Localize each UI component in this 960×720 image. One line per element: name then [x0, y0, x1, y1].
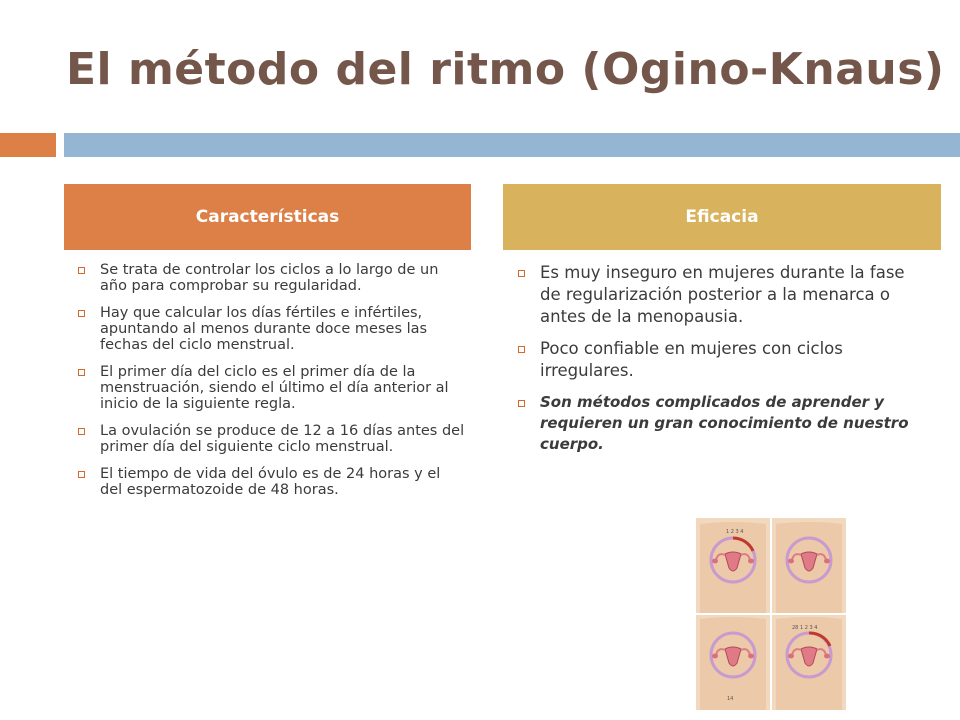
square-bullet-icon — [78, 310, 85, 317]
panel-label: 28 1 2 3 4 — [792, 625, 818, 631]
header-caracteristicas: Características — [64, 184, 471, 250]
square-bullet-icon — [78, 471, 85, 478]
list-item-text: El primer día del ciclo es el primer día de la menstruación, siendo el último el día anterior al inicio de la siguiente regla. — [100, 364, 449, 412]
accent-bar-orange — [0, 133, 56, 157]
list-item — [66, 262, 466, 294]
header-eficacia: Eficacia — [503, 184, 941, 250]
list-item — [66, 305, 466, 353]
list-item-text: Se trata de controlar los ciclos a lo largo de un año para comprobar su regularidad. — [100, 262, 439, 294]
square-bullet-icon — [518, 400, 525, 407]
list-item — [66, 423, 466, 455]
list-item — [66, 364, 466, 412]
list-item-text: Es muy inseguro en mujeres durante la fase de regularización posterior a la menarca o antes de la menopausia. — [540, 263, 905, 326]
square-bullet-icon — [78, 428, 85, 435]
panel-label: 1 2 3 4 — [726, 529, 744, 535]
illustration-panel — [696, 518, 770, 613]
list-item-text: La ovulación se produce de 12 a 16 días antes del primer día del siguiente ciclo menstrual. — [100, 423, 465, 455]
list-item — [66, 466, 466, 498]
list-item-text: El tiempo de vida del óvulo es de 24 horas y el del espermatozoide de 48 horas. — [100, 466, 441, 498]
panel-label: 14 — [727, 696, 734, 702]
list-item-text: Son métodos complicados de aprender y requieren un gran conocimiento de nuestro cuerpo. — [540, 393, 909, 453]
list-item-text: Hay que calcular los días fértiles e infértiles, apuntando al menos durante doce meses las fechas del ciclo menstrual. — [100, 305, 428, 353]
caracteristicas-list — [66, 262, 466, 509]
list-item — [506, 262, 910, 328]
square-bullet-icon — [518, 346, 525, 353]
list-item — [506, 338, 910, 382]
square-bullet-icon — [78, 267, 85, 274]
illustration-panel — [772, 518, 846, 613]
uterus-cycle-illustration-icon — [696, 518, 846, 710]
accent-bar-blue — [64, 133, 960, 157]
list-item-text: Poco confiable en mujeres con ciclos irregulares. — [540, 339, 843, 380]
eficacia-list — [506, 262, 910, 465]
slide-title: El método del ritmo (Ogino-Knaus) — [66, 44, 945, 95]
square-bullet-icon — [78, 369, 85, 376]
square-bullet-icon — [518, 270, 525, 277]
illustration-panel — [772, 615, 846, 710]
list-item — [506, 392, 910, 455]
illustration-panel — [696, 615, 770, 710]
